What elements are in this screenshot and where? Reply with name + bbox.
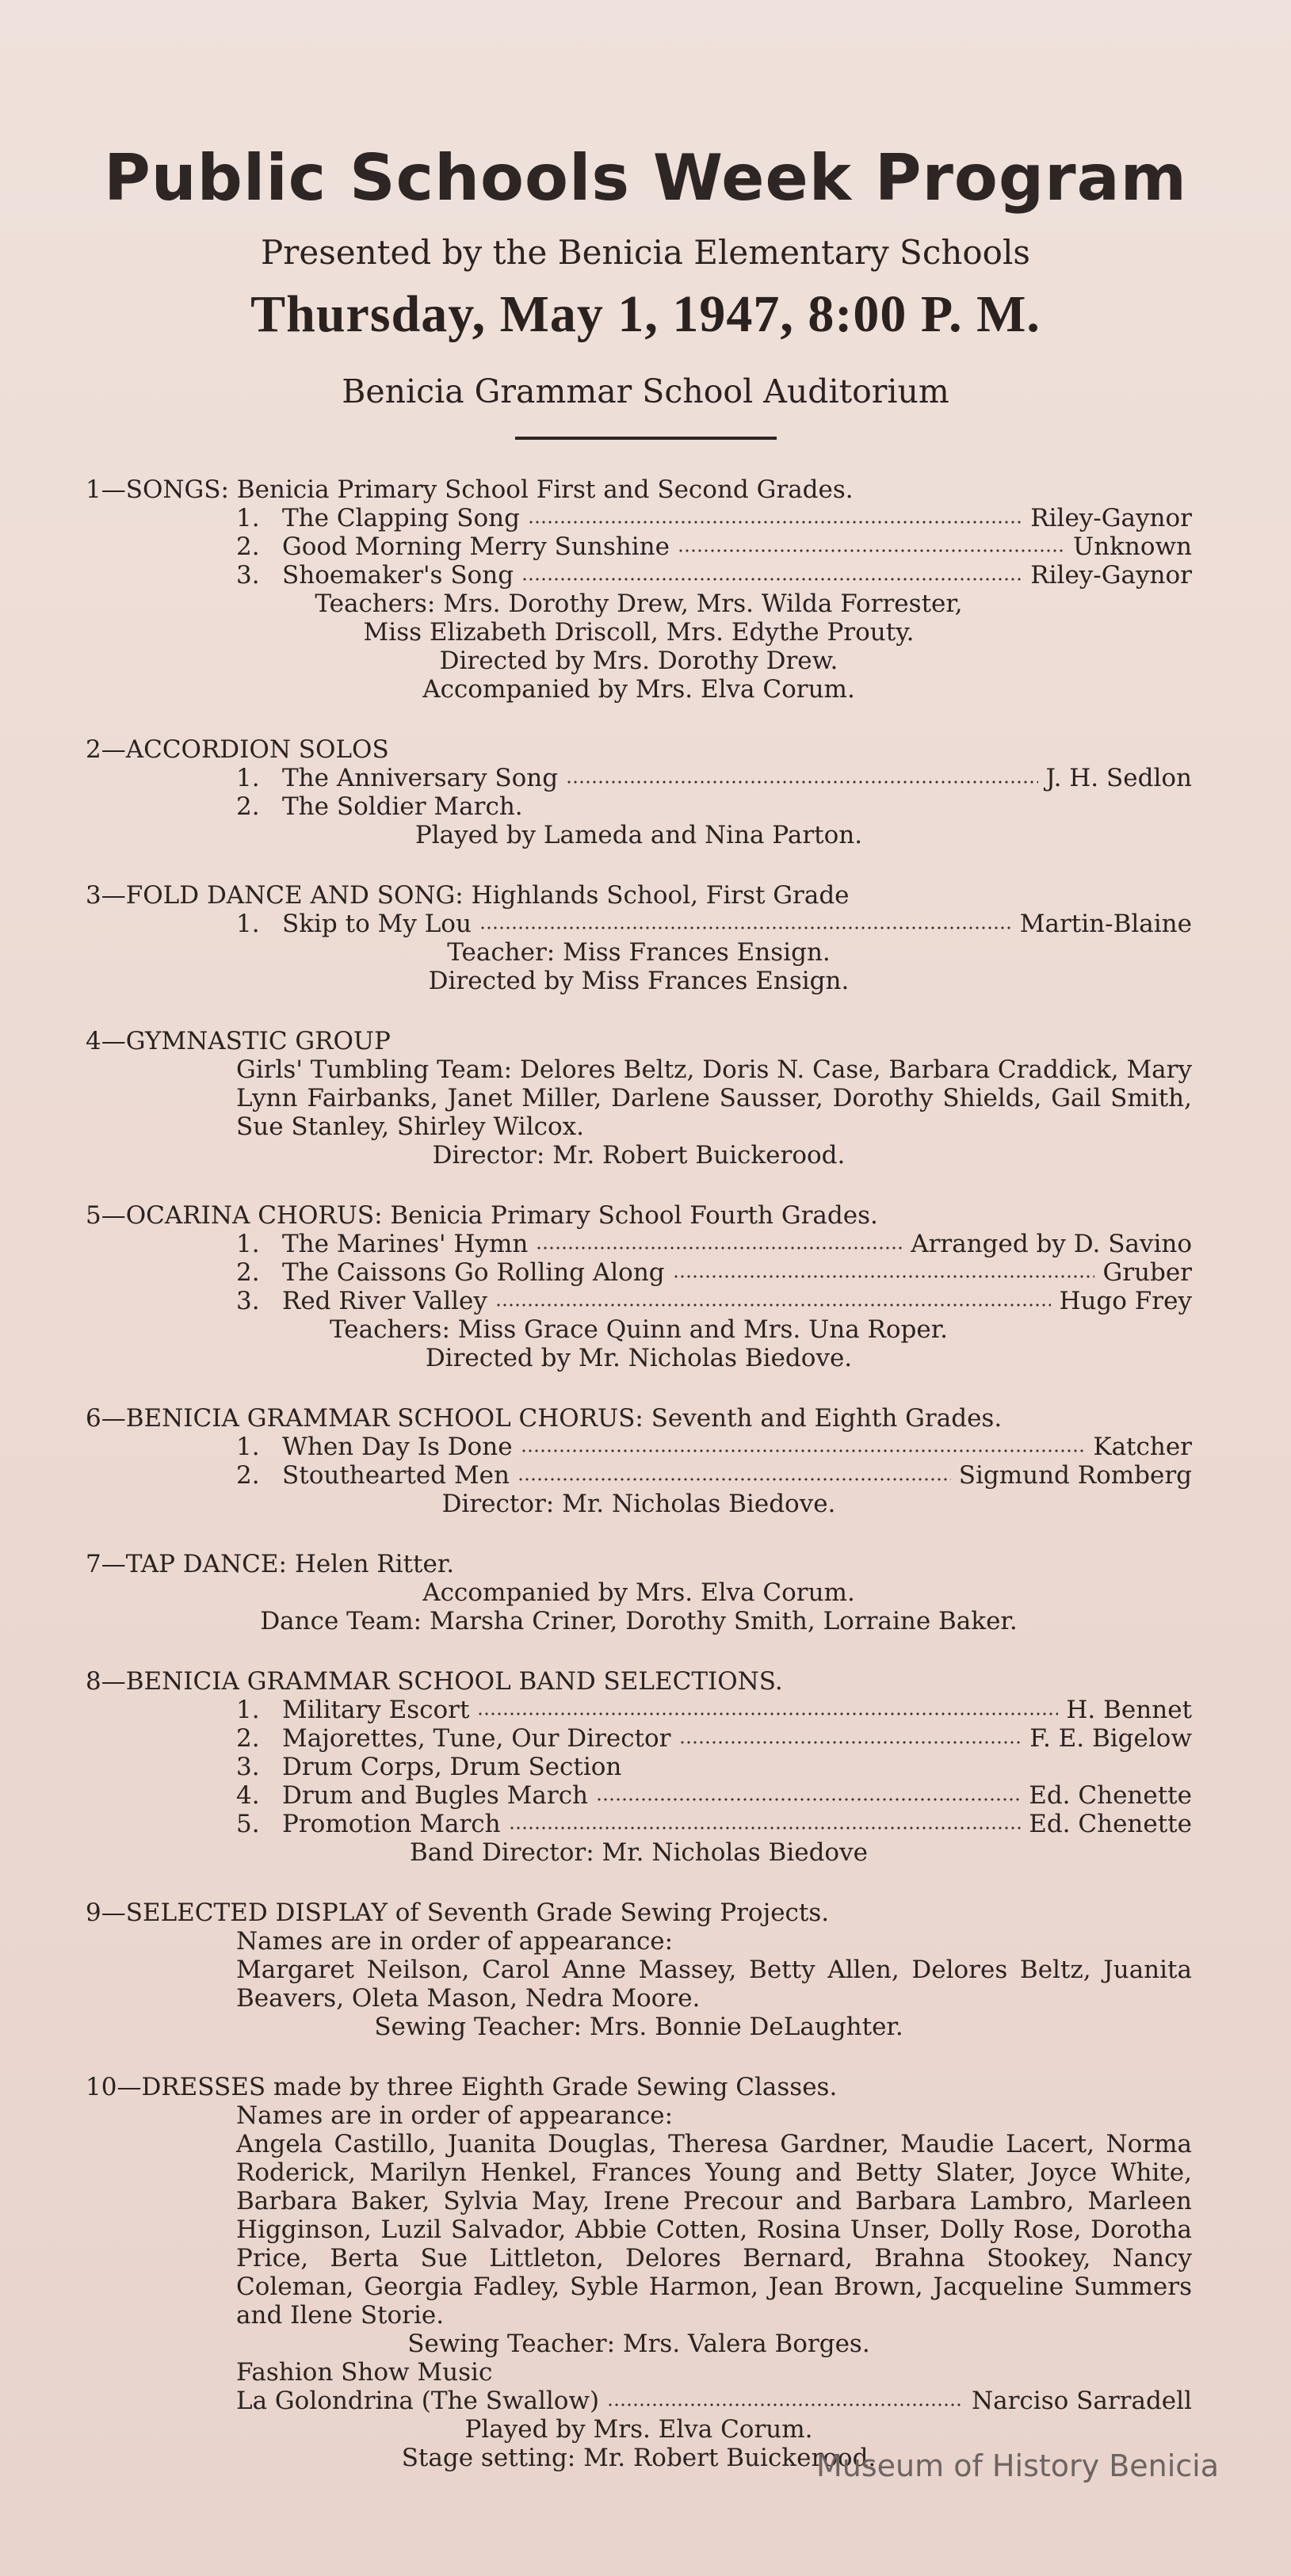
leader-dots [528,520,1022,525]
entry-title: Stouthearted Men [282,1461,510,1490]
event-venue: Benicia Grammar School Auditorium [342,372,949,410]
item-heading: 9—SELECTED DISPLAY of Seventh Grade Sewing Projects. [86,1899,830,1927]
program-entry [86,792,1192,821]
program-header [0,131,1291,440]
program-entry [86,1461,1192,1490]
leader-dots [679,1740,1022,1745]
entry-number: 4. [236,1781,260,1810]
music-heading: Fashion Show Music [236,2358,493,2387]
program-entry [86,561,1192,590]
leader-dots [518,1477,951,1482]
names-paragraph: Angela Castillo, Juanita Douglas, Theresa Gardner, Maudie Lacert, Norma Roderick, Marilyn Henkel, Frances Young and Betty Slater, Joyce White, Barbara Baker, Sylvia May, Irene Precour and Barbara Lambro, Marleen Higginson, Luzil Salvador, Abbie Cotten, Rosina Unser, Dolly Rose, Dorotha Price, Berta Sue Littleton, Delores Bernard, Brahna Stookey, Nancy Coleman, Georgia Fadley, Syble Harmon, Jean Brown, Jacqueline Summers and Ilene Storie. [236,2130,1192,2330]
leader-dots [521,1448,1086,1453]
entry-number: 1. [236,910,260,938]
subtitle: Presented by the Benicia Elementary Schools [261,233,1030,272]
event-date: Thursday, May 1, 1947, 8:00 P. M. [250,285,1041,343]
entry-credit: F. E. Bigelow [1029,1724,1192,1753]
program-item [86,1667,1192,1867]
item-heading: 5—OCARINA CHORUS: Benicia Primary School Fourth Grades. [86,1201,878,1230]
item-note: Directed by Mrs. Dorothy Drew. [439,647,838,675]
item-note: Played by Lameda and Nina Parton. [414,821,863,849]
entry-title: Shoemaker's Song [282,561,514,590]
closing-note: Stage setting: Mr. Robert Buickerood. [401,2444,877,2472]
leader-dots [607,2402,964,2407]
program-entry [86,910,1192,938]
program-item [86,475,1192,704]
item-intro: Names are in order of appearance: [236,2101,674,2130]
item-note: Dance Team: Marsha Criner, Dorothy Smith, Lorraine Baker. [260,1607,1018,1635]
leader-dots [479,925,1012,930]
entry-title: Good Morning Merry Sunshine [282,532,670,561]
leader-dots [536,1246,903,1250]
entry-title: The Anniversary Song [282,764,559,792]
program-entry [86,1781,1192,1810]
program-entry [86,532,1192,561]
program-item [86,1027,1192,1170]
item-heading: 6—BENICIA GRAMMAR SCHOOL CHORUS: Seventh and Eighth Grades. [86,1404,1003,1433]
item-note: Teachers: Miss Grace Quinn and Mrs. Una Roper. [329,1315,949,1344]
entry-title: The Clapping Song [282,504,520,532]
entry-number: 2. [236,792,260,821]
program-item [86,1201,1192,1372]
leader-dots [509,1826,1022,1830]
item-note: Accompanied by Mrs. Elva Corum. [422,1578,855,1607]
entry-credit: Martin-Blaine [1019,910,1192,938]
entry-credit: Arranged by D. Savino [911,1230,1192,1258]
entry-number: 2. [236,1461,260,1490]
item-heading: 10—DRESSES made by three Eighth Grade Sewing Classes. [86,2073,838,2101]
program-entry [86,504,1192,532]
music-entry [86,2387,1192,2415]
item-note: Sewing Teacher: Mrs. Bonnie DeLaughter. [374,2013,903,2041]
entry-number: 1. [236,764,260,792]
entry-title: La Golondrina (The Swallow) [236,2387,600,2415]
program-entry [86,1696,1192,1724]
entry-credit: Ed. Chenette [1029,1810,1192,1838]
program-entry [86,1810,1192,1838]
entry-credit: Riley-Gaynor [1030,561,1192,590]
entry-title: Military Escort [282,1696,470,1724]
program-list [86,475,1192,2504]
leader-dots [495,1303,1052,1307]
item-note: Directed by Mr. Nicholas Biedove. [425,1344,853,1372]
program-entry [86,764,1192,792]
entry-title: Promotion March [282,1810,501,1838]
divider [515,437,777,440]
entry-credit: Hugo Frey [1059,1287,1192,1315]
entry-number: 3. [236,1753,260,1781]
program-entry [86,1724,1192,1753]
entry-title: The Caissons Go Rolling Along [282,1258,665,1287]
leader-dots [673,1274,1095,1279]
program-item [86,881,1192,995]
entry-number: 3. [236,561,260,590]
item-note: Director: Mr. Nicholas Biedove. [441,1490,836,1518]
leader-dots [596,1797,1021,1802]
watermark: Museum of History Benicia [816,2448,1220,2483]
item-note: Sewing Teacher: Mrs. Valera Borges. [407,2330,870,2358]
entry-number: 1. [236,1230,260,1258]
item-note: Band Director: Mr. Nicholas Biedove [410,1838,868,1867]
item-note: Directed by Miss Frances Ensign. [428,967,850,995]
entry-title: Skip to My Lou [282,910,472,938]
item-heading: 7—TAP DANCE: Helen Ritter. [86,1550,455,1578]
program-entry [86,1433,1192,1461]
program-item [86,735,1192,849]
item-heading: 8—BENICIA GRAMMAR SCHOOL BAND SELECTIONS. [86,1667,783,1696]
program-entry [86,1258,1192,1287]
names-paragraph: Margaret Neilson, Carol Anne Massey, Betty Allen, Delores Beltz, Juanita Beavers, Oleta Mason, Nedra Moore. [236,1956,1192,2013]
item-heading: 2—ACCORDION SOLOS [86,735,389,764]
entry-title: Red River Valley [282,1287,487,1315]
entry-number: 5. [236,1810,260,1838]
entry-credit: H. Bennet [1066,1696,1192,1724]
item-heading: 3—FOLD DANCE AND SONG: Highlands School, First Grade [86,881,850,910]
entry-title: Drum and Bugles March [282,1781,589,1810]
entry-title: The Marines' Hymn [282,1230,529,1258]
entry-title: The Soldier March. [282,792,523,821]
entry-credit: J. H. Sedlon [1045,764,1192,792]
program-entry [86,1287,1192,1315]
item-note: Teacher: Miss Frances Ensign. [447,938,831,967]
entry-number: 1. [236,1696,260,1724]
entry-title: Majorettes, Tune, Our Director [282,1724,671,1753]
page-title: Public Schools Week Program [104,141,1187,215]
names-paragraph: Girls' Tumbling Team: Delores Beltz, Doris N. Case, Barbara Craddick, Mary Lynn Fairbanks, Janet Miller, Darlene Sausser, Dorothy Shields, Gail Smith, Sue Stanley, Shirley Wilcox. [236,1055,1192,1141]
entry-credit: Unknown [1072,532,1192,561]
leader-dots [566,780,1038,784]
program-item [86,1404,1192,1518]
entry-credit: Ed. Chenette [1029,1781,1192,1810]
entry-credit: Katcher [1093,1433,1192,1461]
item-heading: 4—GYMNASTIC GROUP [86,1027,391,1055]
item-heading: 1—SONGS: Benicia Primary School First and Second Grades. [86,475,854,504]
leader-dots [477,1712,1058,1716]
entry-credit: Sigmund Romberg [958,1461,1192,1490]
leader-dots [678,548,1065,553]
entry-number: 2. [236,1258,260,1287]
program-item [86,1899,1192,2041]
item-note: Director: Mr. Robert Buickerood. [432,1141,846,1170]
entry-number: 1. [236,504,260,532]
program-item [86,2073,1192,2472]
item-note: Accompanied by Mrs. Elva Corum. [422,675,855,704]
entry-credit: Riley-Gaynor [1030,504,1192,532]
entry-title: Drum Corps, Drum Section [282,1753,622,1781]
program-entry [86,1753,1192,1781]
entry-title: When Day Is Done [282,1433,513,1461]
entry-number: 2. [236,532,260,561]
entry-credit: Narciso Sarradell [972,2387,1192,2415]
closing-note: Played by Mrs. Elva Corum. [464,2415,813,2444]
leader-dots [521,577,1022,582]
item-note: Miss Elizabeth Driscoll, Mrs. Edythe Prouty. [363,618,915,647]
entry-number: 3. [236,1287,260,1315]
entry-credit: Gruber [1102,1258,1192,1287]
entry-number: 2. [236,1724,260,1753]
program-entry [86,1230,1192,1258]
item-intro: Names are in order of appearance: [236,1927,674,1956]
program-item [86,1550,1192,1635]
item-note: Teachers: Mrs. Dorothy Drew, Mrs. Wilda Forrester, [315,590,963,618]
entry-number: 1. [236,1433,260,1461]
